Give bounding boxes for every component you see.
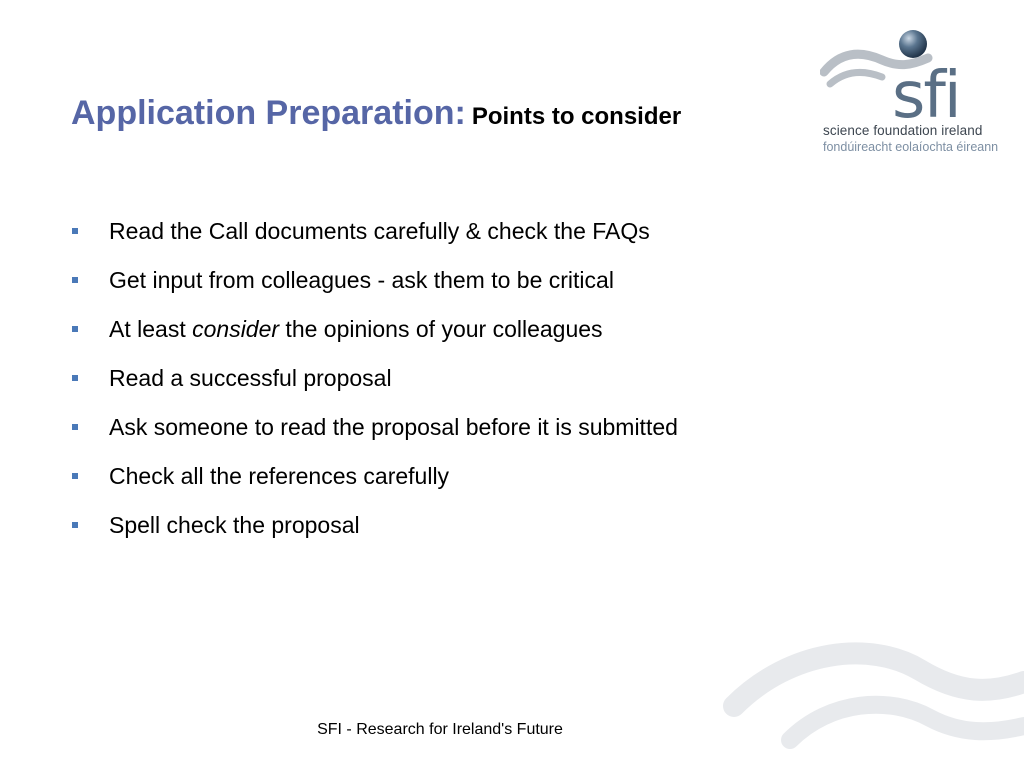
svg-text:sfi: sfi [892, 59, 960, 133]
bullet-item [68, 312, 678, 361]
square-bullet-icon [72, 375, 78, 381]
title-subtitle: Points to consider [471, 103, 682, 130]
bullet-text: Read the Call documents carefully & check the FAQs [109, 218, 650, 244]
square-bullet-icon [72, 277, 78, 283]
bullet-item [68, 459, 678, 508]
bullet-item [68, 214, 678, 263]
square-bullet-icon [72, 326, 78, 332]
bullet-text: Read a successful proposal [109, 365, 392, 391]
bullet-item [68, 361, 678, 410]
slide-title [71, 94, 681, 133]
footer-text: SFI - Research for Ireland's Future [317, 721, 563, 738]
bullet-text-before: At least [109, 316, 193, 342]
bullet-text: Check all the references carefully [109, 463, 450, 489]
bullet-item [68, 508, 678, 557]
bullet-text: Spell check the proposal [109, 512, 360, 538]
bullet-text: Get input from colleagues - ask them to be critical [109, 267, 614, 293]
bullet-item [68, 410, 678, 459]
square-bullet-icon [72, 473, 78, 479]
logo-name-english: science foundation ireland [823, 123, 983, 138]
bullet-list [68, 214, 678, 557]
bullet-text: Ask someone to read the proposal before it is submitted [109, 414, 678, 440]
square-bullet-icon [72, 424, 78, 430]
bullet-text-after: the opinions of your colleagues [279, 316, 603, 342]
bullet-text-emphasis: consider [192, 316, 280, 342]
square-bullet-icon [72, 522, 78, 528]
square-bullet-icon [72, 228, 78, 234]
title-main: Application Preparation: [71, 94, 466, 132]
bullet-item [68, 263, 678, 312]
logo-name-irish: fondúireacht eolaíochta éireann [823, 140, 999, 154]
